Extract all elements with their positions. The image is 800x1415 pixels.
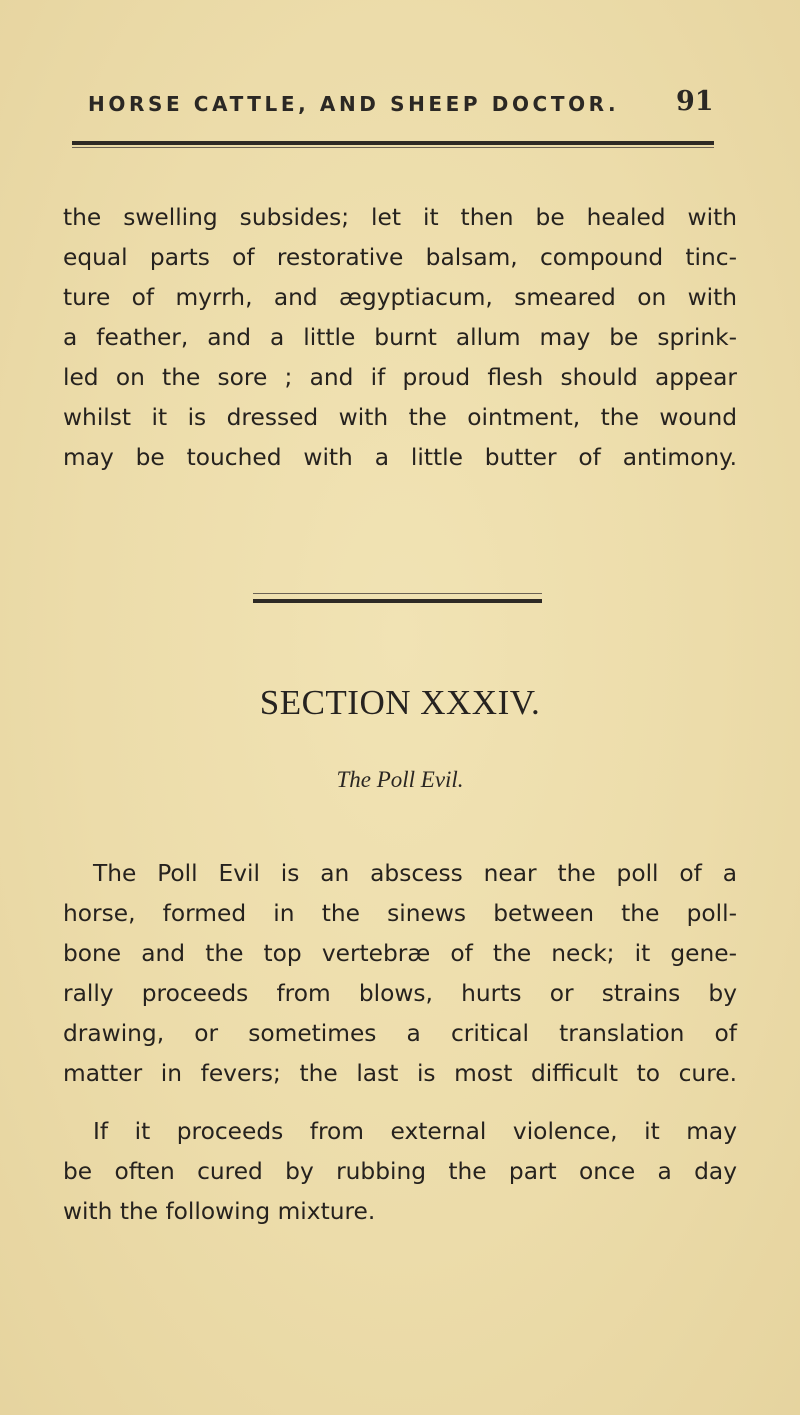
header-rule	[72, 141, 714, 145]
text-line: be often cured by rubbing the part once a day	[63, 1158, 737, 1185]
text-line: rally proceeds from blows, hurts or strains by	[63, 980, 737, 1007]
text-line: The Poll Evil is an abscess near the poll of a	[93, 860, 737, 887]
text-line: horse, formed in the sinews between the poll-	[63, 900, 737, 927]
page-number: 91	[676, 86, 714, 117]
text-line: led on the sore ; and if proud flesh should appear	[63, 364, 737, 391]
continuation-paragraph	[63, 198, 737, 478]
text-line: may be touched with a little butter of antimony.	[63, 444, 737, 471]
text-line: the swelling subsides; let it then be healed with	[63, 204, 737, 231]
section-subtitle: The Poll Evil.	[336, 767, 464, 792]
section-title: SECTION XXXIV.	[259, 683, 541, 722]
text-line: whilst it is dressed with the ointment, the wound	[63, 404, 737, 431]
section-divider	[253, 599, 542, 603]
text-line: a feather, and a little burnt allum may be sprink-	[63, 324, 737, 351]
text-line: If it proceeds from external violence, it may	[93, 1118, 737, 1145]
text-line: ture of myrrh, and ægyptiacum, smeared on with	[63, 284, 737, 311]
text-line: bone and the top vertebræ of the neck; it gene-	[63, 940, 737, 967]
header-rule-thin	[72, 147, 714, 148]
text-line: equal parts of restorative balsam, compound tinc-	[63, 244, 737, 271]
paragraph-poll-evil-definition	[63, 854, 737, 1094]
text-line: with the following mixture.	[63, 1198, 376, 1225]
running-head-title: HORSE CATTLE, AND SHEEP DOCTOR.	[88, 92, 620, 116]
paragraph-treatment	[63, 1112, 737, 1232]
text-line: drawing, or sometimes a critical translation of	[63, 1020, 737, 1047]
section-divider-thin	[253, 593, 542, 594]
text-line: matter in fevers; the last is most difficult to cure.	[63, 1060, 737, 1087]
